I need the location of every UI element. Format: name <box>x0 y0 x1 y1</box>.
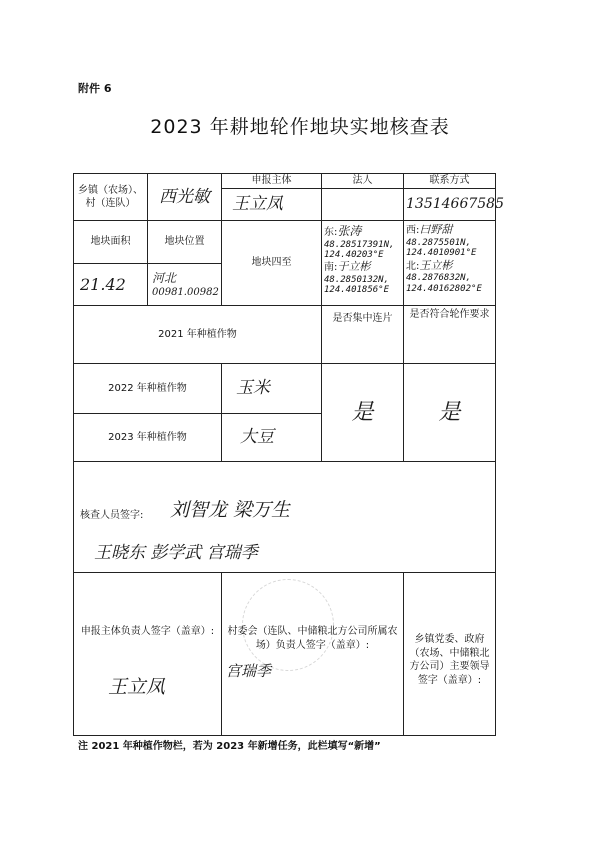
crop-2021-label: 2021 年种植作物 <box>74 306 322 364</box>
township-sign-label: 乡镇党委、政府（农场、中储粮北方公司）主要领导签字（盖章）: <box>409 634 490 686</box>
plot-area-label: 地块面积 <box>74 221 148 264</box>
village-value: 西光敏 <box>148 174 222 221</box>
township-signature-cell <box>404 573 496 736</box>
attachment-number: 附件 6 <box>78 82 112 95</box>
location-line-1: 河北 <box>152 270 177 285</box>
west-name: 曰野甜 <box>419 223 453 236</box>
plot-location-value <box>148 264 222 306</box>
applicant-label: 申报主体 <box>222 174 322 189</box>
verification-form-table <box>73 173 504 736</box>
north-coord-lon: 124.40162802°E <box>406 283 482 294</box>
contact-label: 联系方式 <box>404 174 496 189</box>
compliant-label: 是否符合轮作要求 <box>404 306 496 364</box>
applicant-sign-label: 申报主体负责人签字（盖章）: <box>80 626 215 637</box>
north-name: 王立彬 <box>419 258 453 272</box>
crop-2022-label: 2022 年种植作物 <box>74 364 222 414</box>
concentrated-value: 是 <box>322 364 404 462</box>
north-label: 北: <box>406 260 420 272</box>
south-name: 于立彬 <box>337 260 371 274</box>
legal-person-value <box>322 189 404 221</box>
concentrated-label: 是否集中连片 <box>322 306 404 364</box>
south-coord-lat: 48.2850132N, <box>324 275 390 286</box>
crop-2023-value: 大豆 <box>222 414 322 462</box>
applicant-signature: 王立凤 <box>108 676 166 698</box>
boundary-east-south <box>322 221 404 306</box>
east-name: 张涛 <box>337 224 362 238</box>
east-coord-lon: 124.40203°E <box>324 249 384 260</box>
east-coord-lat: 48.28517391N, <box>324 239 395 250</box>
footnote: 注 2021 年种植作物栏，若为 2023 年新增任务，此栏填写“新增” <box>78 741 381 752</box>
boundary-west-north <box>404 221 496 306</box>
north-coord-lat: 48.2876832N, <box>406 273 472 284</box>
page-title: 2023 年耕地轮作地块实地核查表 <box>150 116 450 138</box>
plot-area-value: 21.42 <box>74 264 148 306</box>
plot-location-label: 地块位置 <box>148 221 222 264</box>
west-label: 西: <box>406 225 420 236</box>
applicant-value: 王立凤 <box>222 189 322 221</box>
applicant-signature-cell <box>74 573 222 736</box>
west-coord-lat: 48.2875501N, <box>406 237 472 248</box>
location-line-2: 00981.00982 <box>152 286 219 298</box>
township-village-label: 乡镇（农场）、村（连队） <box>74 174 148 221</box>
contact-value: 13514667585 <box>404 189 496 221</box>
south-coord-lon: 124.401856°E <box>324 285 390 296</box>
plot-boundaries-label: 地块四至 <box>222 221 322 306</box>
inspector-signature-cell <box>74 462 496 573</box>
village-sign-label: 村委会（连队、中储粮北方公司所属农场）负责人签字（盖章）: <box>227 626 398 651</box>
legal-person-label: 法人 <box>322 174 404 189</box>
south-label: 南: <box>324 262 338 274</box>
crop-2023-label: 2023 年种植作物 <box>74 414 222 462</box>
compliant-value: 是 <box>404 364 496 462</box>
west-coord-lon: 124.4010901°E <box>406 248 477 259</box>
east-label: 东: <box>324 227 338 238</box>
inspector-sign-label: 核查人员签字: <box>80 510 144 521</box>
inspector-signatures-line-2: 王晓东 彭学武 宫瑞季 <box>94 543 258 563</box>
crop-2022-value: 玉米 <box>222 364 322 414</box>
village-signature: 宫瑞季 <box>226 662 272 680</box>
village-signature-cell <box>222 573 404 736</box>
inspector-signatures-line-1: 刘智龙 梁万生 <box>170 499 291 521</box>
